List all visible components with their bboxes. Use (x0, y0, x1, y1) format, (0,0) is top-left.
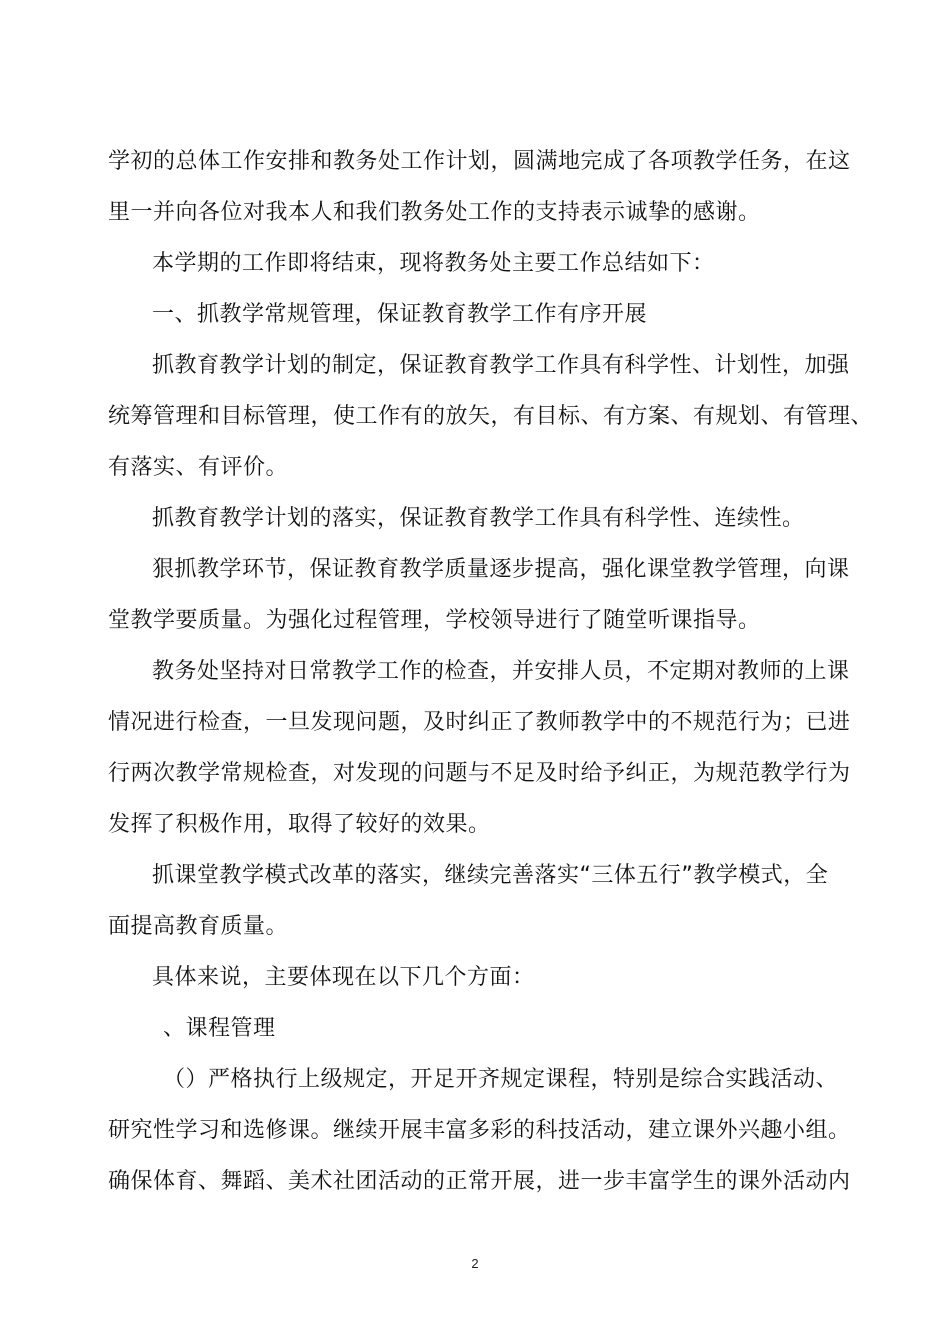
page-number: 2 (471, 1256, 479, 1271)
text-line: 抓教育教学计划的制定，保证教育教学工作具有科学性、计划性，加强 (152, 353, 850, 378)
text-line: 本学期的工作即将结束，现将教务处主要工作总结如下： (152, 251, 715, 276)
text-line: 里一并向各位对我本人和我们教务处工作的支持表示诚挚的感谢。 (108, 200, 761, 225)
text-line: 统筹管理和目标管理，使工作有的放矢，有目标、有方案、有规划、有管理、 (108, 404, 874, 429)
text-line: 抓教育教学计划的落实，保证教育教学工作具有科学性、连续性。 (152, 506, 805, 531)
text-line: 面提高教育质量。 (108, 914, 289, 939)
text-line: 情况进行检查，一旦发现问题，及时纠正了教师教学中的不规范行为；已进 (108, 710, 851, 735)
text-line: 教务处坚持对日常教学工作的检查，并安排人员，不定期对教师的上课 (152, 659, 850, 684)
text-line: 学初的总体工作安排和教务处工作计划，圆满地完成了各项教学任务，在这 (108, 149, 851, 174)
text-line: 确保体育、舞蹈、美术社团活动的正常开展，进一步丰富学生的课外活动内 (108, 1169, 851, 1194)
text-line: 具体来说，主要体现在以下几个方面： (152, 965, 535, 990)
text-line: 发挥了积极作用，取得了较好的效果。 (108, 812, 491, 837)
text-line: 有落实、有评价。 (108, 455, 289, 480)
text-line: 研究性学习和选修课。继续开展丰富多彩的科技活动，建立课外兴趣小组。 (108, 1118, 851, 1143)
text-line: 抓课堂教学模式改革的落实，继续完善落实“三体五行”教学模式，全 (152, 863, 829, 888)
text-line: 堂教学要质量。为强化过程管理，学校领导进行了随堂听课指导。 (108, 608, 761, 633)
subsection-heading: 、课程管理 (163, 1016, 276, 1041)
text-line: 狠抓教学环节，保证教育教学质量逐步提高，强化课堂教学管理，向课 (152, 557, 850, 582)
text-line: （）严格执行上级规定，开足开齐规定课程，特别是综合实践活动、 (163, 1067, 839, 1092)
text-line: 行两次教学常规检查，对发现的问题与不足及时给予纠正，为规范教学行为 (108, 761, 851, 786)
section-heading: 一、抓教学常规管理，保证教育教学工作有序开展 (152, 302, 648, 327)
